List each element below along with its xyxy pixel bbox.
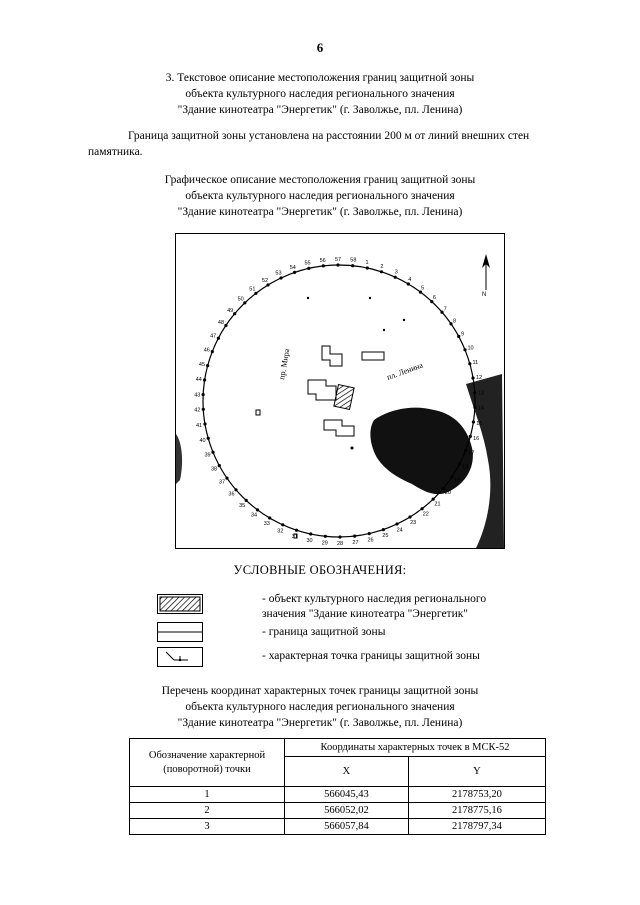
coord-y: 2178797,34 (408, 819, 545, 835)
boundary-point-label: 15 (476, 421, 483, 427)
boundary-point-label: 22 (422, 511, 429, 518)
boundary-point-marker (473, 391, 476, 394)
boundary-point-marker (295, 529, 298, 532)
legend-point-swatch (157, 647, 203, 667)
building-outline (324, 420, 354, 436)
protection-zone-map (175, 233, 505, 549)
legend-text-line: - объект культурного наследия регионального (262, 593, 487, 605)
graphic-description-title (0, 172, 640, 220)
boundary-point-marker (279, 276, 282, 279)
heritage-object (334, 385, 354, 410)
point-number: 3 (130, 819, 285, 835)
north-label: N (482, 292, 487, 298)
boundary-point-label: 31 (291, 533, 298, 540)
boundary-point-label: 13 (477, 390, 484, 397)
legend-point-text: - характерная точка границы защитной зоны (262, 650, 480, 662)
header-x: X (285, 757, 409, 787)
boundary-point-label: 12 (476, 375, 483, 381)
coords-title-line: Перечень координат характерных точек границы защитной зоны (161, 685, 479, 697)
coord-y: 2178753,20 (408, 787, 545, 803)
boundary-point-label: 29 (321, 540, 328, 547)
table-row (130, 803, 546, 819)
coordinates-list-title (0, 683, 640, 731)
boundary-point-label: 35 (239, 502, 246, 509)
coords-title-line: "Здание кинотеатра "Энергетик" (г. Заволжье, пл. Ленина) (177, 717, 463, 729)
boundary-point-label: 33 (263, 521, 270, 528)
street-label-mira: пр. Мира (277, 348, 292, 381)
boundary-point-label: 25 (382, 533, 389, 540)
section-3-title-line: "Здание кинотеатра "Энергетик" (г. Заволжье, пл. Ленина) (177, 104, 463, 116)
boundary-point-label: 17 (468, 450, 475, 457)
boundary-point-label: 5 (421, 285, 425, 292)
legend-boundary-text: - граница защитной зоны (262, 626, 386, 638)
map-drawing (176, 234, 504, 548)
boundary-point-label: 11 (472, 360, 479, 366)
boundary-point-marker (380, 270, 383, 273)
boundary-point-marker (324, 535, 327, 538)
boundary-point-marker (233, 312, 236, 315)
boundary-point-label: 3 (394, 269, 398, 276)
paragraph-line: Граница защитной зоны установлена на расстоянии 200 м от линий внешних стен (128, 130, 530, 142)
boundary-point-label: 2 (380, 264, 384, 271)
table-row (130, 819, 546, 835)
section-3-title (0, 70, 640, 118)
boundary-point-marker (307, 267, 310, 270)
boundary-point-label: 30 (306, 537, 313, 544)
building-outline (362, 352, 384, 360)
coord-x: 566057,84 (285, 819, 409, 835)
section-3-title-line: 3. Текстовое описание местоположения границ защитной зоны (165, 72, 475, 84)
section-3-title-line: объекта культурного наследия регионального значения (185, 88, 455, 100)
boundary-point-label: 41 (196, 423, 203, 429)
street-label-lenina: пл. Ленина (385, 360, 425, 382)
table-row (130, 787, 546, 803)
building-outline (308, 380, 336, 400)
boundary-point-marker (408, 515, 411, 518)
boundary-point-label: 44 (195, 377, 202, 383)
boundary-point-label: 20 (444, 490, 452, 497)
north-arrow-icon (482, 254, 490, 298)
boundary-point-label: 16 (473, 436, 480, 442)
paragraph-line: памятника. (88, 146, 143, 158)
boundary-point-label: 37 (219, 479, 226, 486)
boundary-point-marker (395, 522, 398, 525)
boundary-point-label: 1 (365, 260, 369, 267)
boundary-point-marker (421, 507, 424, 510)
coord-x: 566052,02 (285, 803, 409, 819)
boundary-point-marker (268, 516, 271, 519)
boundary-point-label: 23 (410, 520, 417, 527)
boundary-point-marker (457, 335, 460, 338)
boundary-point-marker (245, 499, 248, 502)
boundary-point-label: 7 (443, 306, 447, 313)
characteristic-point-icon (158, 648, 202, 666)
boundary-point-marker (463, 348, 466, 351)
coord-x: 566045,43 (285, 787, 409, 803)
boundary-point-marker (211, 350, 214, 353)
boundary-point-marker (211, 451, 214, 454)
graphic-title-line: объекта культурного наследия регионального значения (185, 190, 455, 202)
boundary-point-label: 45 (198, 362, 206, 368)
boundary-point-label: 10 (467, 345, 474, 352)
boundary-point-marker (203, 422, 206, 425)
boundary-point-label: 9 (461, 331, 465, 338)
boundary-point-marker (464, 449, 467, 452)
boundary-point-marker (224, 324, 227, 327)
boundary-point-marker (202, 393, 205, 396)
boundary-point-label: 48 (217, 320, 225, 327)
boundary-point-label: 18 (461, 464, 469, 471)
boundary-point-marker (473, 406, 476, 409)
boundary-point-label: 32 (277, 528, 284, 535)
boundary-point-label: 19 (454, 477, 461, 484)
boundary-point-label: 42 (194, 407, 201, 414)
boundary-point-label: 46 (203, 347, 210, 354)
boundary-point-label: 51 (249, 286, 256, 293)
graphic-title-line: Графическое описание местоположения границ защитной зоны (164, 174, 476, 186)
boundary-point-label: 24 (396, 527, 403, 534)
boundary-point-marker (468, 362, 471, 365)
boundary-point-marker (225, 477, 228, 480)
terrain-dark-area (176, 434, 182, 484)
header-designation: Обозначение характерной (поворотной) точки (130, 739, 285, 787)
boundary-point-label: 55 (304, 260, 311, 267)
boundary-point-marker (218, 464, 221, 467)
boundary-point-label: 54 (289, 264, 296, 271)
boundary-point-marker (458, 462, 461, 465)
boundary-point-marker (322, 264, 325, 267)
point-number: 2 (130, 803, 285, 819)
boundary-point-marker (366, 266, 369, 269)
building-outline (322, 346, 342, 366)
boundary-point-marker (338, 535, 341, 538)
boundary-point-label: 21 (434, 501, 441, 508)
boundary-point-marker (217, 337, 220, 340)
boundary-point-marker (206, 364, 209, 367)
coords-title-line: объекта культурного наследия регионального значения (185, 701, 455, 713)
boundary-point-marker (351, 264, 354, 267)
boundary-point-label: 49 (227, 307, 234, 314)
boundary-point-marker (368, 532, 371, 535)
boundary-point-label: 53 (275, 270, 282, 277)
boundary-point-label: 28 (337, 541, 344, 547)
boundary-point-label: 8 (453, 318, 457, 325)
boundary-point-marker (353, 535, 356, 538)
boundary-point-label: 58 (350, 257, 357, 264)
coordinates-table (129, 738, 546, 835)
boundary-point-label: 6 (432, 295, 436, 302)
coord-y: 2178775,16 (408, 803, 545, 819)
boundary-point-label: 43 (194, 392, 201, 399)
boundary-point-marker (394, 276, 397, 279)
boundary-point-marker (469, 435, 472, 438)
legend-heritage-swatch (157, 594, 203, 614)
boundary-point-label: 14 (477, 405, 484, 412)
boundary-point-marker (281, 523, 284, 526)
boundary-point-marker (293, 271, 296, 274)
boundary-point-label: 26 (367, 537, 374, 544)
boundary-point-label: 39 (204, 452, 211, 459)
boundary-point-label: 40 (199, 438, 206, 444)
boundary-point-label: 47 (210, 333, 217, 340)
boundary-point-label: 56 (319, 257, 326, 264)
boundary-point-marker (256, 508, 259, 511)
boundary-point-marker (336, 263, 339, 266)
legend-heritage-text (262, 592, 486, 622)
boundary-point-label: 50 (237, 296, 244, 303)
boundary-point-marker (203, 378, 206, 381)
building-outline (256, 410, 260, 415)
header-coordinates: Координаты характерных точек в МСК-52 (285, 739, 546, 757)
boundary-point-marker (407, 282, 410, 285)
boundary-point-label: 34 (250, 512, 258, 519)
boundary-point-marker (207, 437, 210, 440)
graphic-title-line: "Здание кинотеатра "Энергетик" (г. Заволжье, пл. Ленина) (177, 206, 463, 218)
legend-text-line: значения "Здание кинотеатра "Энергетик" (262, 608, 469, 620)
boundary-point-label: 52 (261, 277, 269, 284)
boundary-point-marker (382, 528, 385, 531)
header-y: Y (408, 757, 545, 787)
zone-paragraph (88, 128, 598, 160)
page-number: 6 (316, 40, 324, 55)
boundary-point-marker (234, 488, 237, 491)
boundary-point-marker (202, 408, 205, 411)
point-number: 1 (130, 787, 285, 803)
legend-title: УСЛОВНЫЕ ОБОЗНАЧЕНИЯ: (233, 563, 407, 577)
legend-boundary-swatch (157, 622, 203, 642)
boundary-point-label: 27 (352, 540, 359, 547)
boundary-point-label: 4 (408, 276, 412, 283)
boundary-point-marker (472, 420, 475, 423)
boundary-point-marker (432, 498, 435, 501)
boundary-point-marker (471, 376, 474, 379)
boundary-point-label: 36 (228, 491, 235, 498)
boundary-point-label: 57 (335, 257, 342, 263)
boundary-point-label: 38 (211, 466, 218, 473)
boundary-point-marker (309, 532, 312, 535)
